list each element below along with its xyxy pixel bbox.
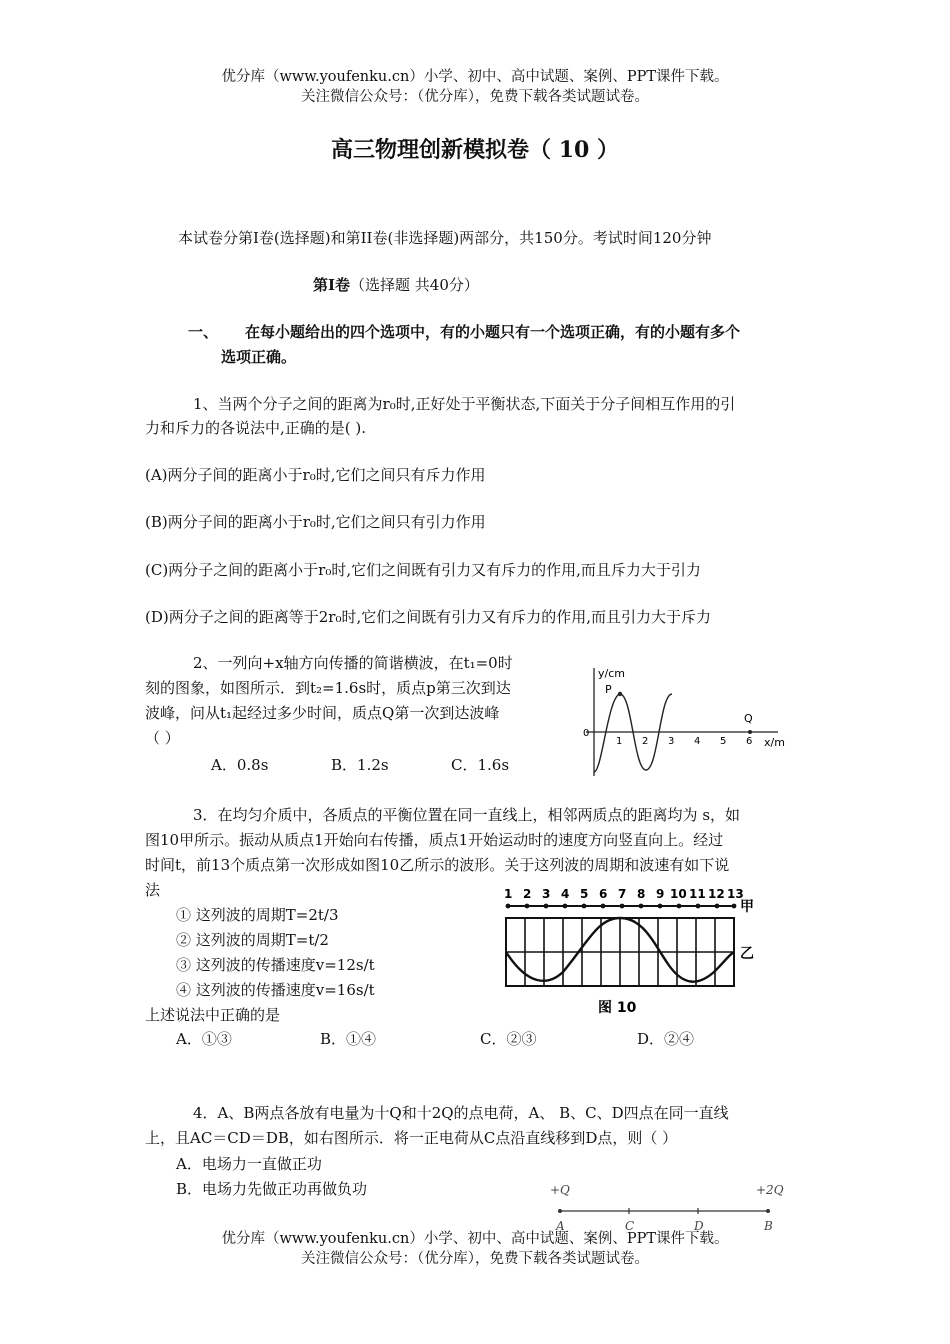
section-detail: （选择题 共40分） xyxy=(350,276,479,294)
section-heading xyxy=(313,273,479,297)
header-line-1: 优分库（www.youfenku.cn）小学、初中、高中试题、案例、PPT课件下载。 xyxy=(221,69,729,85)
q4-point-a-label: A xyxy=(556,1219,565,1233)
q4-point-c-label: C xyxy=(625,1219,635,1233)
q2-stem-line-3: 波峰，问从t₁起经过多少时间，质点Q第一次到达波峰 xyxy=(145,704,500,722)
q3-point-label: 6 xyxy=(599,887,608,901)
footer-line-2: 关注微信公众号：（优分库），免费下载各类试题试卷。 xyxy=(301,1251,649,1267)
q3-point-label: 12 xyxy=(708,887,725,901)
q2-y-label: y/cm xyxy=(598,667,625,680)
q4-option-a: A．电场力一直做正功 xyxy=(176,1155,322,1173)
q3-statement-3: ③ 这列波的传播速度v=12s/t xyxy=(176,956,375,974)
q3-figure-10 xyxy=(498,882,764,1022)
q2-tick: 3 xyxy=(668,736,675,747)
q2-stem-line-1: 2、一列向+x轴方向传播的简谐横波，在t₁=0时 xyxy=(193,654,513,672)
q1-stem-line-1: 1、当两个分子之间的距离为r₀时,正好处于平衡状态,下面关于分子间相互作用的引 xyxy=(193,395,736,413)
q1-option-c: (C)两分子之间的距离小于r₀时,它们之间既有引力又有斥力的作用,而且斥力大于引力 xyxy=(145,561,701,579)
q2-tick: 2 xyxy=(642,736,649,747)
q1-option-d: (D)两分子之间的距离等于2r₀时,它们之间既有引力又有斥力的作用,而且引力大于斥力 xyxy=(145,608,711,626)
q3-point-label: 2 xyxy=(523,887,532,901)
q3-point-label: 5 xyxy=(580,887,589,901)
q4-charge-a-label: +Q xyxy=(550,1183,570,1197)
q2-stem-line-4: （ ） xyxy=(145,729,180,747)
q2-stem-line-2: 刻的图象，如图所示．到t₂=1.6s时，质点p第三次到达 xyxy=(145,679,511,697)
q4-point-a-dot xyxy=(558,1209,562,1213)
q2-wave-graph xyxy=(578,660,788,780)
q3-statement-1: ① 这列波的周期T=2t/3 xyxy=(176,906,339,924)
q3-label-jia: 甲 xyxy=(740,899,754,915)
part-one-instruction-line-1: 在每小题给出的四个选项中，有的小题只有一个选项正确，有的小题有多个 xyxy=(245,323,741,341)
q2-option-c: C．1.6s xyxy=(451,756,510,774)
q2-point-p-label: P xyxy=(605,683,612,696)
q3-stem-line-3: 时间t，前13个质点第一次形成如图10乙所示的波形。关于这列波的周期和波速有如下说 xyxy=(145,856,730,874)
q4-stem-line-1: 4．A、B两点各放有电量为十Q和十2Q的点电荷，A、 B、C、D四点在同一直线 xyxy=(193,1104,729,1122)
q2-wave-curve xyxy=(594,694,675,772)
q3-stem-line-4: 法 xyxy=(145,881,161,899)
q4-charge-diagram xyxy=(546,1178,792,1234)
q2-option-b: B．1.2s xyxy=(331,756,389,774)
q4-charge-b-label: +2Q xyxy=(756,1183,784,1197)
q2-origin-label: 0 xyxy=(583,728,590,739)
q2-x-ticks xyxy=(616,736,752,747)
footer-line-1: 优分库（www.youfenku.cn）小学、初中、高中试题、案例、PPT课件下载。 xyxy=(221,1231,729,1247)
q3-stem-line-2: 图10甲所示。振动从质点1开始向右传播，质点1开始运动时的速度方向竖直向上。经过 xyxy=(145,831,724,849)
q4-point-d-label: D xyxy=(694,1219,704,1233)
q3-figure-caption: 图 10 xyxy=(598,1000,637,1016)
q3-point-label: 1 xyxy=(504,887,513,901)
q1-stem-line-2: 力和斥力的各说法中,正确的是( ). xyxy=(145,419,367,437)
exam-intro: 本试卷分第Ⅰ卷(选择题)和第II卷(非选择题)两部分，共150分。考试时间120分钟 xyxy=(178,229,712,247)
q4-point-b-label: B xyxy=(764,1219,773,1233)
q3-point-label: 7 xyxy=(618,887,627,901)
q3-point-label: 11 xyxy=(689,887,706,901)
q2-tick: 5 xyxy=(720,736,727,747)
q3-point-label: 4 xyxy=(561,887,570,901)
q3-point-label: 3 xyxy=(542,887,551,901)
q4-option-b: B．电场力先做正功再做负功 xyxy=(176,1180,368,1198)
q3-point-label: 9 xyxy=(656,887,665,901)
q2-tick: 6 xyxy=(746,736,753,747)
q3-option-c: C．②③ xyxy=(480,1030,537,1048)
q2-x-label: x/m xyxy=(764,736,785,749)
q2-point-q-label: Q xyxy=(744,712,753,725)
q3-point-label: 10 xyxy=(670,887,687,901)
q2-point-p-dot xyxy=(618,692,622,696)
q3-option-d: D．②④ xyxy=(637,1030,695,1048)
q3-option-a: A．①③ xyxy=(176,1030,232,1048)
q4-point-b-dot xyxy=(766,1209,770,1213)
q3-option-b: B．①④ xyxy=(320,1030,377,1048)
q3-statement-4: ④ 这列波的传播速度v=16s/t xyxy=(176,981,375,999)
page-title: 高三物理创新模拟卷（ 10 ） xyxy=(331,137,619,163)
q3-point-label: 8 xyxy=(637,887,646,901)
q2-point-q-dot xyxy=(748,730,752,734)
q3-point-label: 13 xyxy=(727,887,744,901)
q2-tick: 1 xyxy=(616,736,623,747)
q4-stem-line-2: 上，且AC＝CD＝DB，如右图所示．将一正电荷从C点沿直线移到D点，则（ ） xyxy=(145,1129,678,1147)
q3-statement-2: ② 这列波的周期T=t/2 xyxy=(176,931,329,949)
q3-label-yi: 乙 xyxy=(740,946,754,962)
q1-option-b: (B)两分子间的距离小于r₀时,它们之间只有引力作用 xyxy=(145,513,486,531)
q2-tick: 4 xyxy=(694,736,701,747)
q3-grid-lines xyxy=(506,918,734,986)
q1-option-a: (A)两分子间的距离小于r₀时,它们之间只有斥力作用 xyxy=(145,466,486,484)
q2-option-a: A．0.8s xyxy=(211,756,269,774)
header-line-2: 关注微信公众号：（优分库），免费下载各类试题试卷。 xyxy=(301,89,649,105)
part-one-instruction-line-2: 选项正确。 xyxy=(221,348,297,366)
q3-conclusion: 上述说法中正确的是 xyxy=(145,1006,281,1024)
q3-stem-line-1: 3．在均匀介质中，各质点的平衡位置在同一直线上，相邻两质点的距离均为 s，如 xyxy=(193,806,741,824)
section-label: 第Ⅰ卷 xyxy=(313,276,351,294)
q3-point-labels xyxy=(504,887,744,901)
part-one-number: 一、 xyxy=(188,323,219,341)
